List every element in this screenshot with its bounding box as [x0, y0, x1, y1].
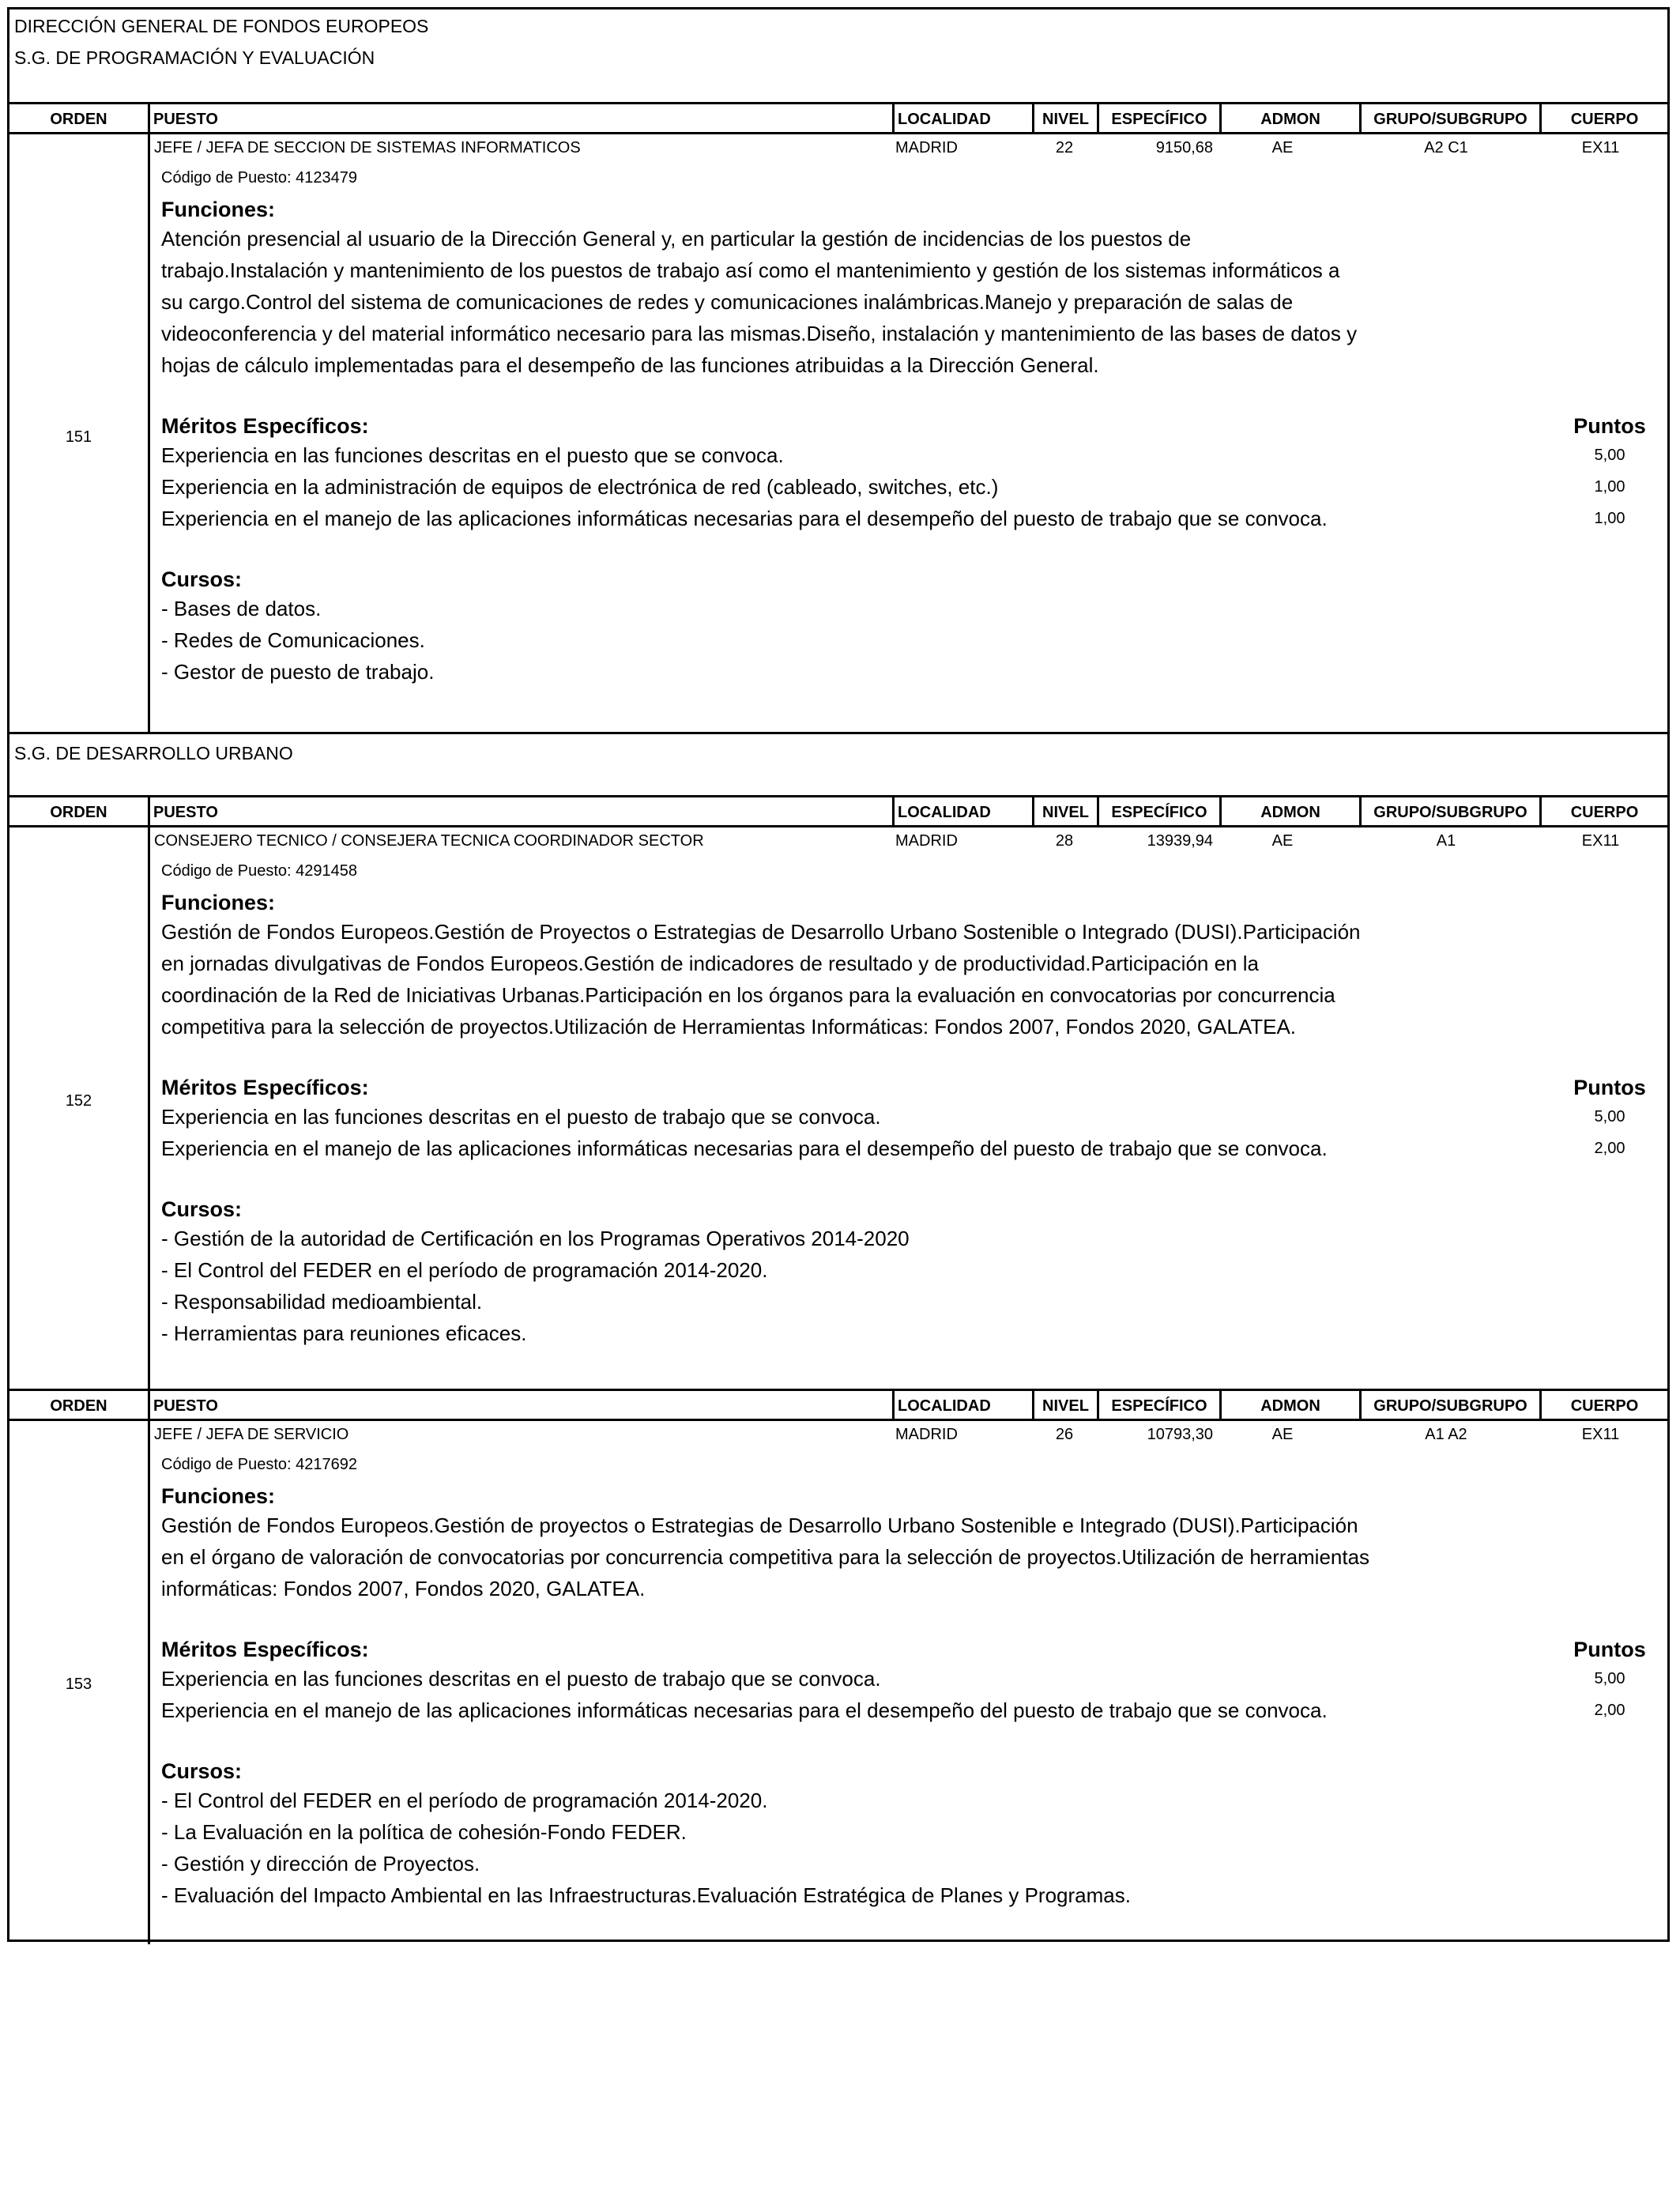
- job-group: A1 A2: [1425, 1426, 1467, 1443]
- puntos-heading: Puntos: [1573, 1076, 1646, 1099]
- funciones-heading: Funciones:: [161, 891, 276, 914]
- column-header-nivel: NIVEL: [1032, 104, 1097, 134]
- column-header-orden: ORDEN: [50, 804, 107, 821]
- job-code: Código de Puesto: 4291458: [161, 862, 357, 880]
- column-header-admon: ADMON: [1219, 797, 1359, 827]
- column-header-grupo: GRUPO/SUBGRUPO: [1359, 1391, 1539, 1421]
- course-item: - Gestión de la autoridad de Certificación en los Programas Operativos 2014-2020: [161, 1227, 910, 1250]
- course-item: - Gestión y dirección de Proyectos.: [161, 1852, 480, 1875]
- job-level: 26: [1055, 1426, 1074, 1443]
- column-header-admon: ADMON: [1219, 1391, 1359, 1421]
- merit-item: Experiencia en las funciones descritas en el puesto de trabajo que se convoca.: [161, 1105, 881, 1129]
- column-header-especifico: ESPECÍFICO: [1097, 104, 1219, 134]
- column-divider: [148, 134, 150, 732]
- column-header-row: [9, 1391, 1667, 1421]
- funciones-text-line: en jornadas divulgativas de Fondos Europeos.Gestión de indicadores de resultado y de productividad.Participación en la: [161, 952, 1259, 975]
- subdirectorate-title: S.G. DE PROGRAMACIÓN Y EVALUACIÓN: [14, 47, 375, 68]
- position-row: [9, 134, 1667, 734]
- directorate-title: DIRECCIÓN GENERAL DE FONDOS EUROPEOS: [14, 16, 429, 36]
- merit-item: Experiencia en las funciones descritas en el puesto de trabajo que se convoca.: [161, 1667, 881, 1691]
- funciones-text-line: Gestión de Fondos Europeos.Gestión de proyectos o Estrategias de Desarrollo Urbano Sostenible e Integrado (DUSI).Participación: [161, 1514, 1358, 1537]
- funciones-heading: Funciones:: [161, 198, 276, 221]
- job-group: A2 C1: [1424, 139, 1468, 156]
- course-item: - Responsabilidad medioambiental.: [161, 1290, 483, 1314]
- column-header-orden: ORDEN: [50, 1397, 107, 1415]
- job-group: A1: [1436, 832, 1456, 850]
- column-header-localidad: LOCALIDAD: [892, 1391, 1032, 1421]
- course-item: - Redes de Comunicaciones.: [161, 628, 425, 652]
- merit-item: Experiencia en el manejo de las aplicaciones informáticas necesarias para el desempeño del puesto de trabajo que se convoca.: [161, 1137, 1328, 1160]
- job-code: Código de Puesto: 4217692: [161, 1456, 357, 1473]
- course-item: - Evaluación del Impacto Ambiental en las Infraestructuras.Evaluación Estratégica de Planes y Programas.: [161, 1883, 1131, 1907]
- column-header-row: [9, 104, 1667, 134]
- job-locality: MADRID: [895, 832, 958, 850]
- course-item: - Herramientas para reuniones eficaces.: [161, 1321, 527, 1345]
- document-table: [7, 7, 1670, 1942]
- funciones-text-line: Gestión de Fondos Europeos.Gestión de Proyectos o Estrategias de Desarrollo Urbano Sostenible o Integrado (DUSI).Participación: [161, 920, 1361, 944]
- position-row: [9, 1421, 1667, 1944]
- meritos-heading: Méritos Específicos:: [161, 1638, 369, 1661]
- section-header: [9, 9, 1667, 104]
- merit-points: 5,00: [1594, 447, 1625, 464]
- column-header-cuerpo: CUERPO: [1539, 104, 1667, 134]
- column-header-puesto: PUESTO: [148, 1391, 892, 1421]
- subdirectorate-title: S.G. DE DESARROLLO URBANO: [14, 743, 293, 763]
- job-level: 22: [1055, 139, 1074, 156]
- job-level: 28: [1055, 832, 1074, 850]
- job-locality: MADRID: [895, 1426, 958, 1443]
- course-item: - El Control del FEDER en el período de programación 2014-2020.: [161, 1789, 768, 1812]
- job-title: JEFE / JEFA DE SERVICIO: [154, 1426, 349, 1443]
- job-admon: AE: [1271, 832, 1294, 850]
- merit-item: Experiencia en el manejo de las aplicaciones informáticas necesarias para el desempeño del puesto de trabajo que se convoca.: [161, 1698, 1328, 1722]
- funciones-text-line: su cargo.Control del sistema de comunicaciones de redes y comunicaciones inalámbricas.Manejo y preparación de salas de: [161, 290, 1294, 314]
- section-header: [9, 734, 1667, 797]
- job-specific-complement: 10793,30: [1147, 1426, 1213, 1443]
- column-header-localidad: LOCALIDAD: [892, 104, 1032, 134]
- orden-number: 153: [65, 1676, 92, 1693]
- merit-points: 5,00: [1594, 1108, 1625, 1125]
- puntos-heading: Puntos: [1573, 1638, 1646, 1661]
- cursos-heading: Cursos:: [161, 1759, 243, 1783]
- job-code: Código de Puesto: 4123479: [161, 169, 357, 187]
- funciones-text-line: en el órgano de valoración de convocatorias por concurrencia competitiva para la selección de proyectos.Utilización de herramientas: [161, 1545, 1370, 1569]
- column-header-especifico: ESPECÍFICO: [1097, 797, 1219, 827]
- job-corps: EX11: [1581, 139, 1620, 156]
- job-specific-complement: 9150,68: [1155, 139, 1213, 156]
- column-header-puesto: PUESTO: [148, 797, 892, 827]
- merit-points: 2,00: [1594, 1702, 1625, 1719]
- column-header-nivel: NIVEL: [1032, 1391, 1097, 1421]
- column-header-puesto: PUESTO: [148, 104, 892, 134]
- merit-points: 1,00: [1594, 510, 1625, 527]
- merit-item: Experiencia en las funciones descritas en el puesto que se convoca.: [161, 443, 784, 467]
- course-item: - El Control del FEDER en el período de programación 2014-2020.: [161, 1258, 768, 1282]
- job-locality: MADRID: [895, 139, 958, 156]
- meritos-heading: Méritos Específicos:: [161, 414, 369, 438]
- merit-item: Experiencia en el manejo de las aplicaciones informáticas necesarias para el desempeño del puesto de trabajo que se convoca.: [161, 507, 1328, 530]
- position-row: [9, 827, 1667, 1391]
- funciones-text-line: Atención presencial al usuario de la Dirección General y, en particular la gestión de incidencias de los puestos de: [161, 227, 1192, 251]
- meritos-heading: Méritos Específicos:: [161, 1076, 369, 1099]
- merit-points: 1,00: [1594, 478, 1625, 496]
- job-corps: EX11: [1581, 1426, 1620, 1443]
- funciones-text-line: informáticas: Fondos 2007, Fondos 2020, GALATEA.: [161, 1577, 646, 1600]
- funciones-text-line: hojas de cálculo implementadas para el desempeño de las funciones atribuidas a la Dirección General.: [161, 353, 1099, 377]
- column-divider: [148, 1421, 150, 1944]
- column-header-grupo: GRUPO/SUBGRUPO: [1359, 104, 1539, 134]
- course-item: - La Evaluación en la política de cohesión-Fondo FEDER.: [161, 1820, 687, 1844]
- cursos-heading: Cursos:: [161, 567, 243, 591]
- funciones-text-line: videoconferencia y del material informático necesario para las mismas.Diseño, instalación y mantenimiento de las bases de datos y: [161, 322, 1358, 345]
- merit-item: Experiencia en la administración de equipos de electrónica de red (cableado, switches, etc.): [161, 475, 999, 499]
- column-divider: [148, 827, 150, 1389]
- column-header-row: [9, 797, 1667, 827]
- column-header-admon: ADMON: [1219, 104, 1359, 134]
- orden-number: 151: [65, 428, 92, 446]
- funciones-text-line: competitiva para la selección de proyectos.Utilización de Herramientas Informáticas: Fondos 2007, Fondos 2020, GALATEA.: [161, 1015, 1297, 1039]
- job-corps: EX11: [1581, 832, 1620, 850]
- column-header-cuerpo: CUERPO: [1539, 1391, 1667, 1421]
- job-admon: AE: [1271, 139, 1294, 156]
- job-specific-complement: 13939,94: [1147, 832, 1213, 850]
- course-item: - Bases de datos.: [161, 597, 322, 620]
- puntos-heading: Puntos: [1573, 414, 1646, 438]
- column-header-especifico: ESPECÍFICO: [1097, 1391, 1219, 1421]
- funciones-heading: Funciones:: [161, 1484, 276, 1508]
- column-header-localidad: LOCALIDAD: [892, 797, 1032, 827]
- column-header-nivel: NIVEL: [1032, 797, 1097, 827]
- column-header-cuerpo: CUERPO: [1539, 797, 1667, 827]
- column-header-grupo: GRUPO/SUBGRUPO: [1359, 797, 1539, 827]
- funciones-text-line: coordinación de la Red de Iniciativas Urbanas.Participación en los órganos para la evaluación en convocatorias por concurrencia: [161, 983, 1335, 1007]
- course-item: - Gestor de puesto de trabajo.: [161, 660, 435, 684]
- column-header-orden: ORDEN: [50, 111, 107, 128]
- job-title: CONSEJERO TECNICO / CONSEJERA TECNICA COORDINADOR SECTOR: [154, 832, 704, 850]
- merit-points: 2,00: [1594, 1140, 1625, 1157]
- cursos-heading: Cursos:: [161, 1197, 243, 1221]
- funciones-text-line: trabajo.Instalación y mantenimiento de los puestos de trabajo así como el mantenimiento y gestión de los sistemas informáticos a: [161, 258, 1340, 282]
- orden-number: 152: [65, 1092, 92, 1110]
- job-title: JEFE / JEFA DE SECCION DE SISTEMAS INFORMATICOS: [154, 139, 581, 156]
- merit-points: 5,00: [1594, 1670, 1625, 1687]
- job-admon: AE: [1271, 1426, 1294, 1443]
